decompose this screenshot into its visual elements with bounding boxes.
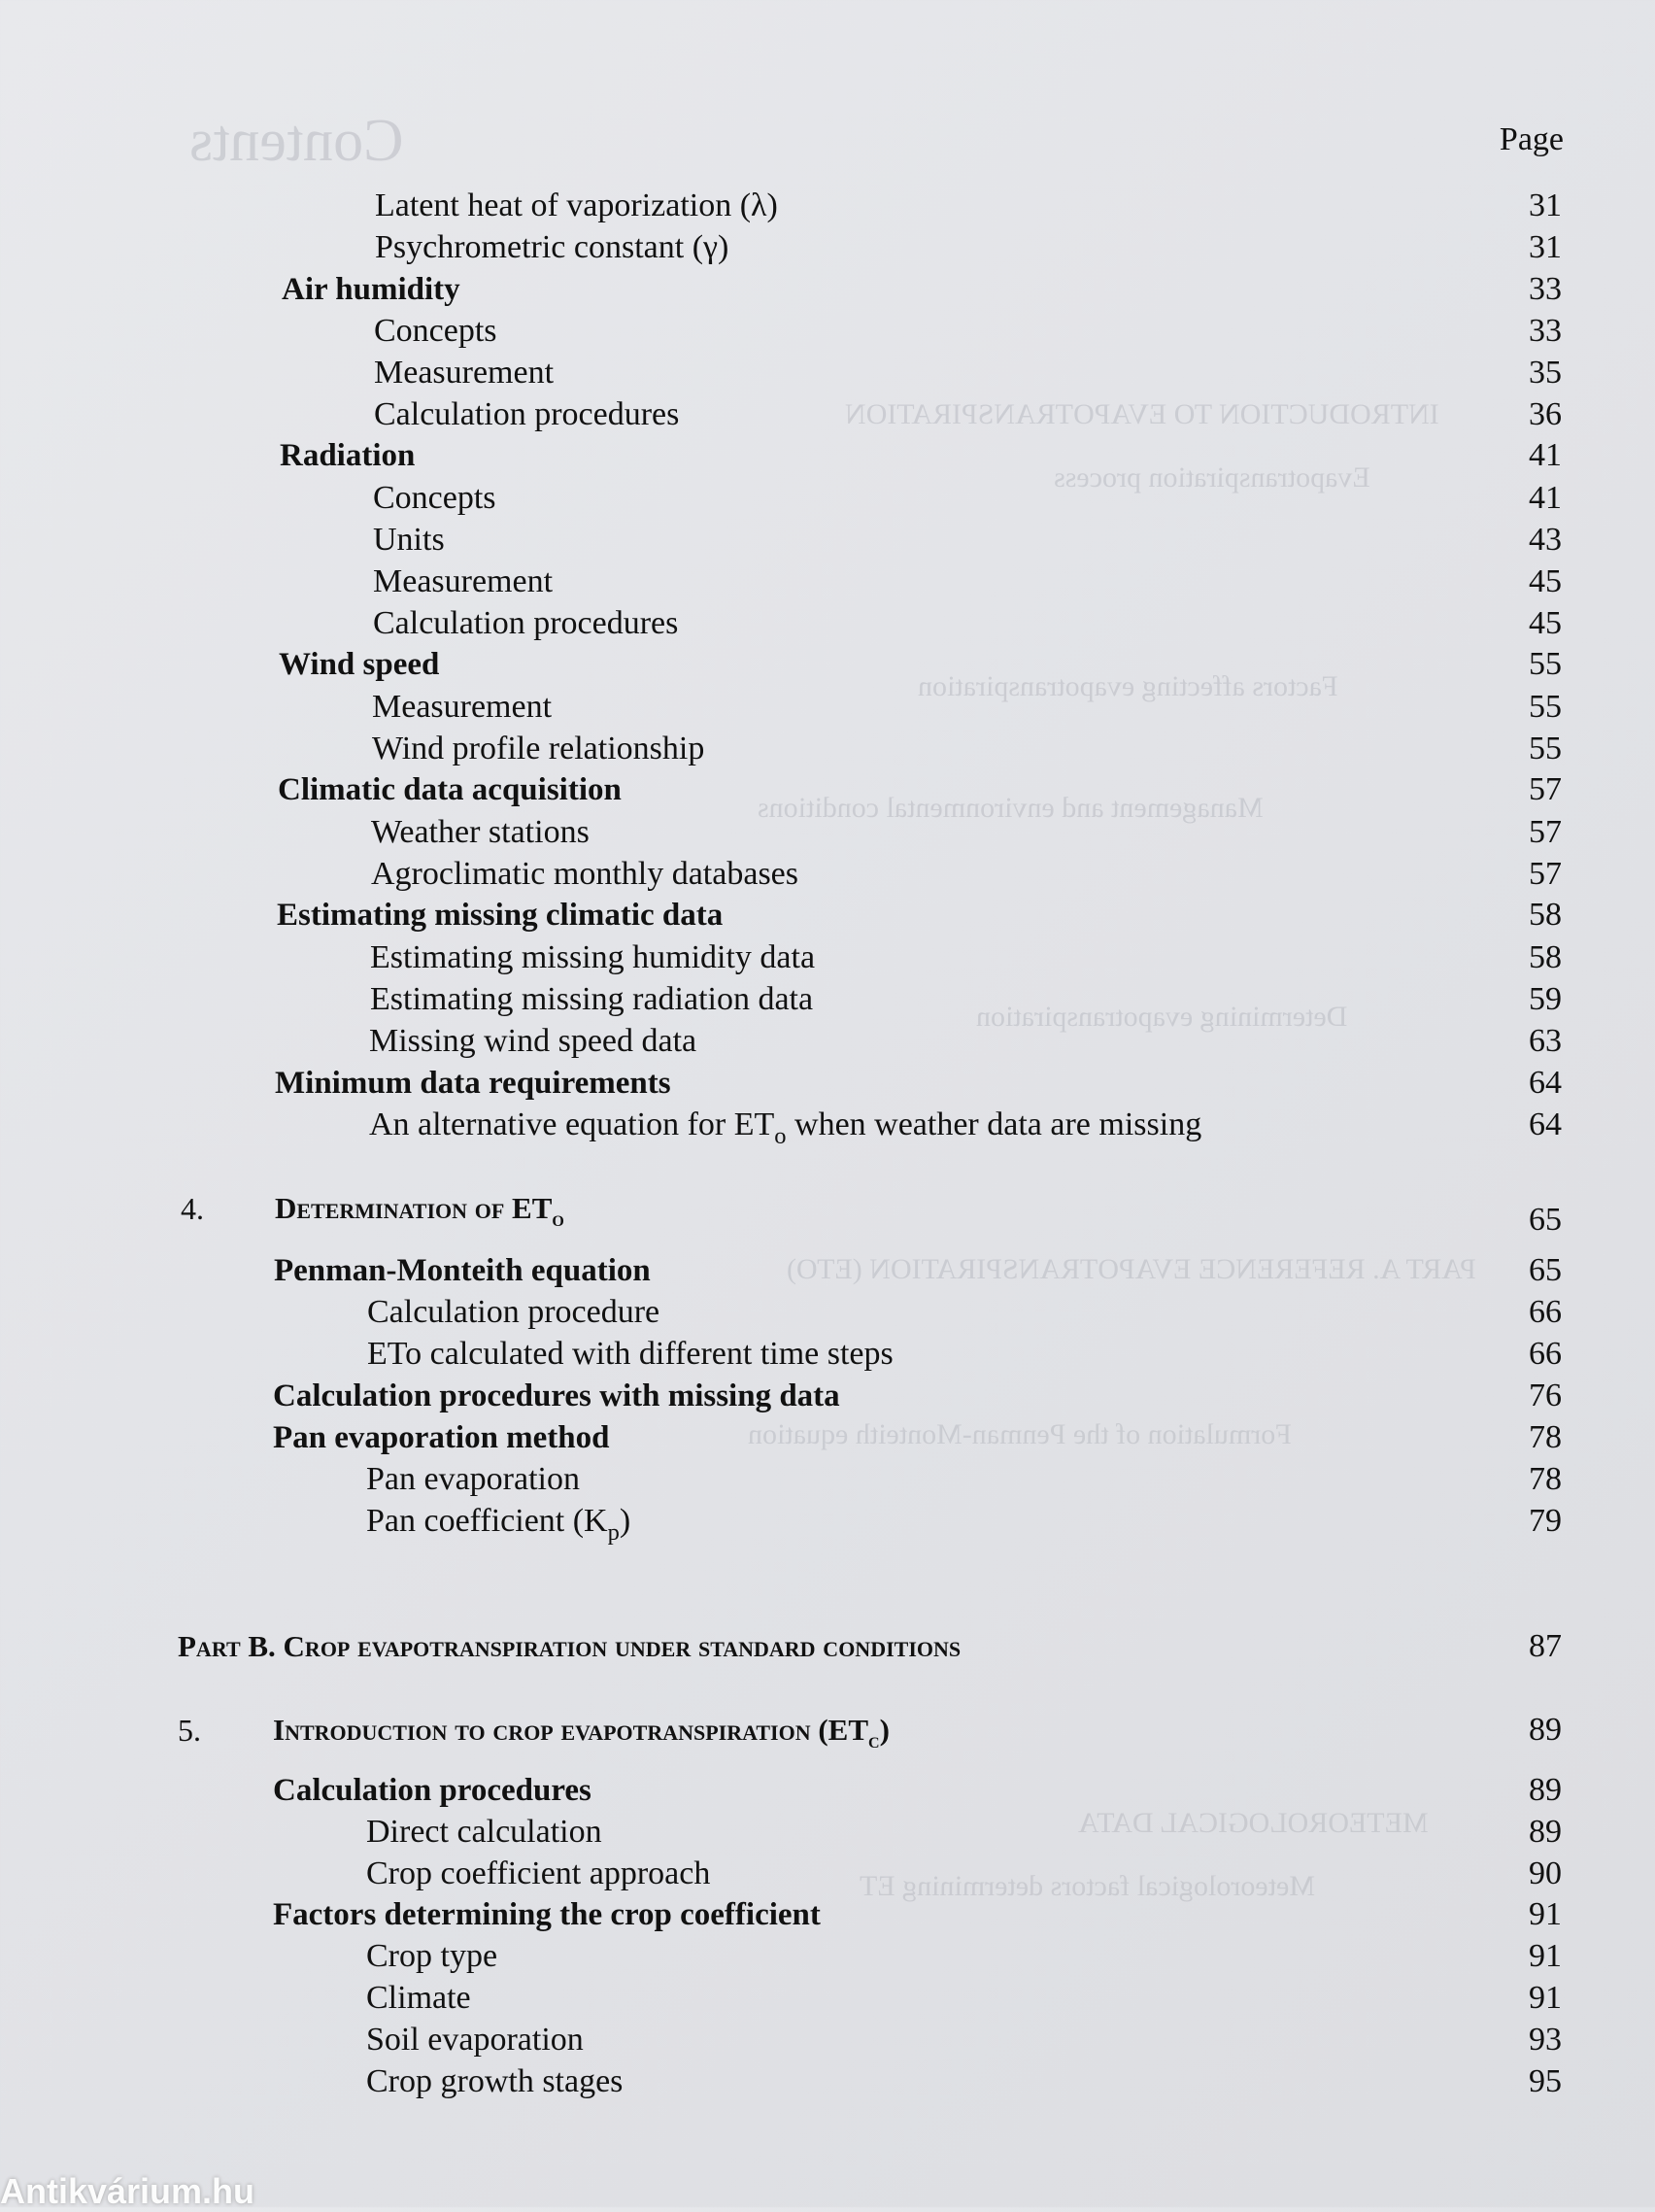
toc-entry[interactable]: Pan evaporation method 78: [273, 1419, 1562, 1455]
toc-entry[interactable]: ETo calculated with different time steps 66: [367, 1336, 1562, 1372]
toc-entry[interactable]: Crop growth stages 95: [366, 2063, 1562, 2099]
toc-entry[interactable]: Crop coefficient approach 90: [366, 1855, 1562, 1891]
bleed-through-text: Contents: [189, 108, 404, 174]
page-column-header: Page: [1499, 121, 1564, 157]
toc-entry[interactable]: Wind speed 55: [279, 646, 1562, 682]
toc-entry[interactable]: Weather stations 57: [371, 814, 1562, 850]
toc-entry[interactable]: Missing wind speed data 63: [369, 1023, 1562, 1059]
toc-entry[interactable]: Soil evaporation 93: [366, 2022, 1562, 2058]
toc-entry[interactable]: Units 43: [373, 522, 1562, 558]
toc-entry[interactable]: Calculation procedure 66: [367, 1294, 1562, 1330]
toc-entry[interactable]: Measurement 55: [372, 689, 1562, 725]
toc-entry[interactable]: Concepts 41: [373, 480, 1562, 516]
toc-entry[interactable]: Agroclimatic monthly databases 57: [371, 856, 1562, 892]
toc-entry[interactable]: Calculation procedures 36: [374, 396, 1562, 432]
bleed-through-text: Factors affecting evapotranspiration: [918, 670, 1338, 702]
toc-entry[interactable]: Calculation procedures 45: [373, 605, 1562, 641]
toc-entry[interactable]: Measurement 45: [373, 563, 1562, 599]
toc-entry[interactable]: Factors determining the crop coefficient 91: [273, 1896, 1562, 1932]
toc-entry[interactable]: An alternative equation for $ET_o$ when weather data are missing 64: [369, 1106, 1562, 1149]
toc-entry[interactable]: Pan coefficient $(K_p)$ 79: [366, 1503, 1562, 1546]
toc-entry[interactable]: Psychrometric constant (γ) 31: [375, 229, 1562, 265]
toc-chapter-entry[interactable]: 5. Introduction to crop evapotranspiration $(ET_c)$ 89: [178, 1712, 1562, 1753]
bleed-through-text: Evapotranspiration process: [1054, 461, 1370, 493]
bleed-through-text: INTRODUCTION TO EVAPOTRANSPIRATION: [845, 398, 1439, 430]
bleed-through-text: Management and environmental conditions: [758, 792, 1264, 824]
toc-entry[interactable]: Estimating missing radiation data 59: [370, 981, 1562, 1017]
toc-entry[interactable]: Minimum data requirements 64: [275, 1065, 1562, 1101]
toc-entry[interactable]: Climate 91: [366, 1980, 1562, 2016]
toc-entry[interactable]: Calculation procedures 89: [273, 1772, 1562, 1808]
watermark-text: Antikvárium.hu: [0, 2171, 255, 2211]
toc-entry[interactable]: Radiation 41: [280, 437, 1562, 473]
toc-entry[interactable]: Direct calculation 89: [366, 1814, 1562, 1850]
toc-chapter-entry[interactable]: 4. Determination of $ET_o$ 65: [181, 1191, 1562, 1238]
toc-entry[interactable]: Air humidity 33: [282, 271, 1562, 307]
toc-part-entry[interactable]: Part B. Crop evapotranspiration under standard conditions 87: [178, 1628, 1562, 1664]
toc-entry[interactable]: Crop type 91: [366, 1938, 1562, 1974]
bleed-through-text: Determining evapotranspiration: [976, 1001, 1348, 1033]
bleed-through-text: Meteorological factors determining ET: [860, 1870, 1315, 1902]
toc-entry[interactable]: Climatic data acquisition 57: [278, 771, 1562, 807]
bleed-through-text: PART A. REFERENCE EVAPOTRANSPIRATION (ETO): [787, 1253, 1476, 1285]
toc-entry[interactable]: Latent heat of vaporization (λ) 31: [375, 187, 1562, 223]
bleed-through-text: Formulation of the Penman-Monteith equation: [748, 1418, 1292, 1450]
toc-entry[interactable]: Calculation procedures with missing data 76: [273, 1378, 1562, 1413]
toc-entry[interactable]: Pan evaporation 78: [366, 1461, 1562, 1497]
toc-entry[interactable]: Concepts 33: [374, 313, 1562, 349]
toc-entry[interactable]: Wind profile relationship 55: [372, 731, 1562, 766]
toc-entry[interactable]: Penman-Monteith equation 65: [274, 1252, 1562, 1288]
toc-entry[interactable]: Estimating missing humidity data 58: [370, 939, 1562, 975]
toc-entry[interactable]: Measurement 35: [374, 355, 1562, 391]
bleed-through-text: METEOROLOGICAL DATA: [1078, 1807, 1429, 1839]
toc-entry[interactable]: Estimating missing climatic data 58: [277, 897, 1562, 933]
